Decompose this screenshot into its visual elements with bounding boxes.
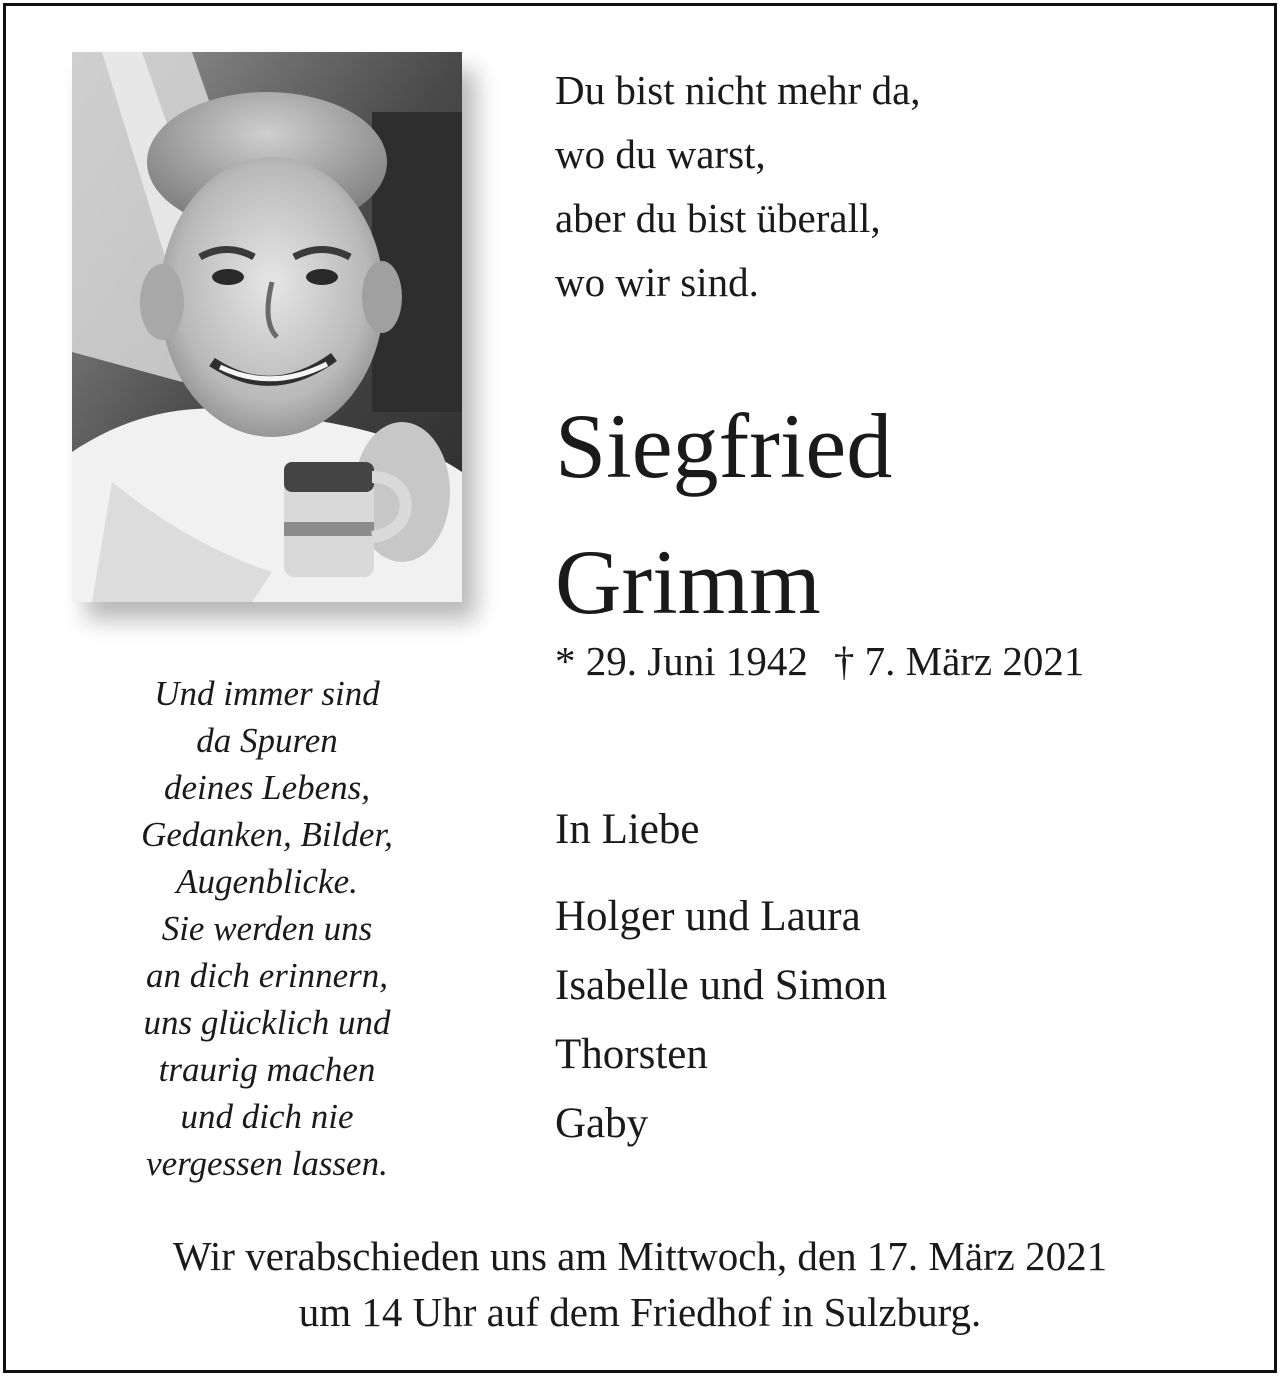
poem-line: Gedanken, Bilder,	[141, 815, 393, 854]
deceased-name	[555, 378, 892, 650]
poem-line: Sie werden uns	[161, 909, 373, 948]
poem-line: Und immer sind	[154, 674, 380, 713]
poem-line: uns glücklich und	[143, 1003, 391, 1042]
portrait-illustration	[72, 52, 462, 602]
mourner-name: Isabelle und Simon	[555, 962, 888, 1009]
memorial-poem	[72, 670, 462, 1187]
birth-date: * 29. Juni 1942	[555, 638, 808, 684]
death-date: † 7. März 2021	[833, 638, 1085, 684]
life-dates	[555, 636, 1084, 686]
verse-line: wo wir sind.	[555, 259, 759, 305]
verse-line: aber du bist überall,	[555, 195, 881, 241]
mourners-list	[555, 882, 887, 1158]
mourners-intro: In Liebe	[555, 806, 700, 853]
opening-verse	[555, 58, 921, 314]
mourner-name: Holger und Laura	[555, 893, 861, 940]
farewell-line: um 14 Uhr auf dem Friedhof in Sulzburg.	[298, 1289, 982, 1335]
mourner-name: Gaby	[555, 1100, 649, 1147]
farewell-line: Wir verabschieden uns am Mittwoch, den 17. März 2021	[172, 1233, 1108, 1279]
poem-line: da Spuren	[196, 721, 338, 760]
poem-line: traurig machen	[158, 1050, 376, 1089]
poem-line: vergessen lassen.	[146, 1144, 388, 1183]
verse-line: wo du warst,	[555, 131, 766, 177]
mourner-name: Thorsten	[555, 1031, 708, 1078]
last-name: Grimm	[555, 531, 821, 633]
first-name: Siegfried	[555, 395, 893, 497]
portrait-photo	[72, 52, 462, 602]
verse-line: Du bist nicht mehr da,	[555, 67, 921, 113]
poem-line: deines Lebens,	[163, 768, 371, 807]
poem-line: an dich erinnern,	[145, 956, 389, 995]
poem-line: und dich nie	[180, 1097, 354, 1136]
funeral-announcement	[0, 1228, 1280, 1340]
poem-line: Augenblicke.	[176, 862, 358, 901]
